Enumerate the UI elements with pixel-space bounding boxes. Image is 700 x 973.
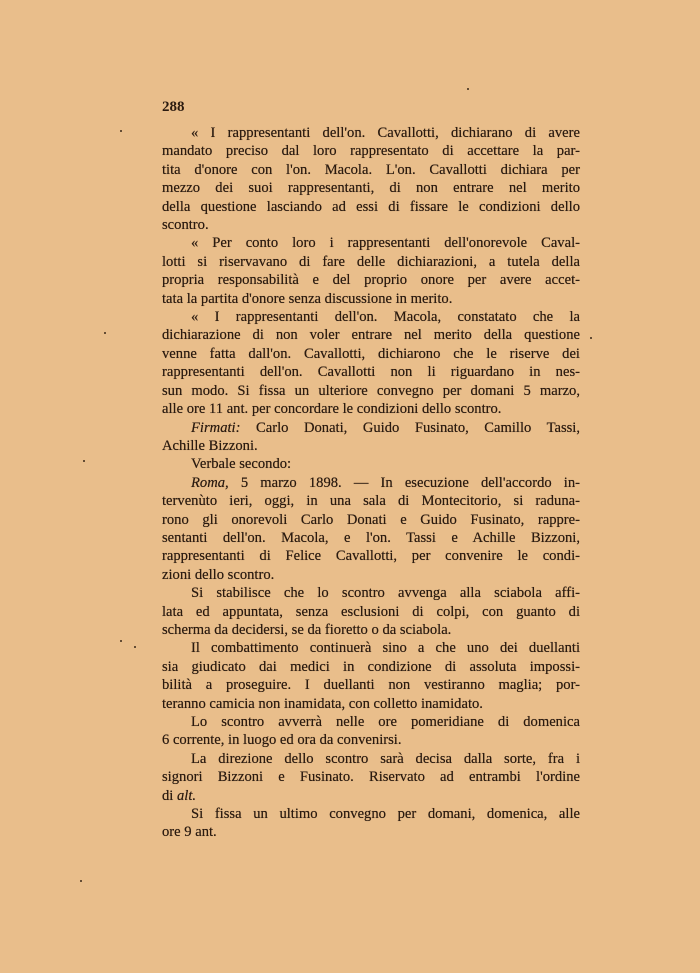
page-body-text <box>162 124 580 842</box>
line-text: rono gli onorevoli Carlo Donati e Guido Fusinato, rappre- <box>162 511 580 528</box>
text-line <box>162 511 580 529</box>
scan-speck <box>467 88 469 90</box>
line-text: Si fissa un ultimo convegno per domani, domenica, alle <box>191 806 580 823</box>
line-text: 6 corrente, in luogo ed ora da convenirsi. <box>162 732 402 749</box>
line-text: Achille Bizzoni. <box>162 437 258 454</box>
text-line <box>162 676 580 694</box>
text-line <box>162 787 580 805</box>
text-line <box>162 566 580 584</box>
line-text: « I rappresentanti dell'on. Cavallotti, dichiarano di avere <box>191 125 580 141</box>
line-text: zioni dello scontro. <box>162 566 275 583</box>
line-text: venne fatta dall'on. Cavallotti, dichiarono che le riserve dei <box>162 345 580 362</box>
line-text: Lo scontro avverrà nelle ore pomeridiane di domenica <box>191 714 580 730</box>
line-text: rappresentanti di Felice Cavallotti, per convenire le condi- <box>162 548 580 565</box>
text-line <box>162 363 580 381</box>
scan-speck <box>134 646 136 648</box>
text-line <box>162 492 580 510</box>
text-line <box>162 400 580 418</box>
scan-speck <box>83 460 85 462</box>
line-text: Si stabilisce che lo scontro avvenga alla sciabola affi- <box>191 585 580 602</box>
text-line <box>162 124 580 142</box>
text-line <box>162 474 580 492</box>
scan-speck <box>120 130 122 132</box>
text-line <box>162 805 580 823</box>
text-line <box>162 713 580 731</box>
text-line <box>162 253 580 271</box>
line-text: mandato preciso dal loro rappresentato di accettare la par- <box>162 143 580 160</box>
italic-text: Roma, <box>191 474 229 491</box>
line-text: lata ed appuntata, senza esclusioni di colpi, con guanto di <box>162 603 580 620</box>
text-line <box>162 695 580 713</box>
line-text: bilità a proseguire. I duellanti non vestiranno maglia; por- <box>162 677 580 694</box>
text-line <box>162 161 580 179</box>
text-line <box>162 584 580 602</box>
scan-speck <box>120 640 122 642</box>
line-text: propria responsabilità e del proprio onore per avere accet- <box>162 272 580 289</box>
text-line <box>162 547 580 565</box>
line-text: rappresentanti dell'on. Cavallotti non li riguardano in nes- <box>162 364 580 381</box>
text-line <box>162 731 580 749</box>
text-line <box>162 750 580 768</box>
scan-speck <box>104 332 106 334</box>
line-text: di <box>162 787 177 804</box>
text-line <box>162 326 580 344</box>
text-line <box>162 419 580 437</box>
line-text: della questione lasciando ad essi di fissare le condizioni dello <box>162 198 580 215</box>
text-line <box>162 823 580 841</box>
text-line <box>162 308 580 326</box>
line-text: « Per conto loro i rappresentanti dell'onorevole Caval- <box>191 235 580 252</box>
line-text: alle ore 11 ant. per concordare le condizioni dello scontro. <box>162 401 502 418</box>
line-text: tervenùto ieri, oggi, in una sala di Montecitorio, si raduna- <box>162 493 580 510</box>
line-text: sia giudicato dai medici in condizione di assoluta impossi- <box>162 658 580 675</box>
text-line <box>162 142 580 160</box>
text-line <box>162 216 580 234</box>
text-line <box>162 768 580 786</box>
scan-speck <box>80 880 82 882</box>
text-line <box>162 271 580 289</box>
line-text: 5 marzo 1898. — In esecuzione dell'accordo in- <box>228 474 580 491</box>
text-line <box>162 382 580 400</box>
text-line <box>162 234 580 252</box>
line-text: La direzione dello scontro sarà decisa dalla sorte, fra i <box>191 750 580 767</box>
text-line <box>162 621 580 639</box>
text-line <box>162 658 580 676</box>
text-line <box>162 198 580 216</box>
line-text: teranno camicia non inamidata, con colletto inamidato. <box>162 695 483 712</box>
text-line <box>162 455 580 473</box>
text-line <box>162 437 580 455</box>
line-text: tata la partita d'onore senza discussione in merito. <box>162 290 453 307</box>
line-text: mezzo dei suoi rappresentanti, di non entrare nel merito <box>162 180 580 197</box>
line-text: « I rappresentanti dell'on. Macola, constatato che la <box>191 309 580 326</box>
line-text: sentanti dell'on. Macola, e l'on. Tassi e Achille Bizzoni, <box>162 529 580 546</box>
text-line <box>162 529 580 547</box>
text-line <box>162 179 580 197</box>
italic-text: alt. <box>177 787 197 804</box>
line-text: dichiarazione di non voler entrare nel merito della questione <box>162 327 580 344</box>
italic-text: Firmati: <box>191 419 241 436</box>
line-text: lotti si riservavano di fare delle dichiarazioni, a tutela della <box>162 253 580 270</box>
text-line <box>162 639 580 657</box>
text-line <box>162 290 580 308</box>
line-text: signori Bizzoni e Fusinato. Riservato ad entrambi l'ordine <box>162 769 580 786</box>
line-text: scherma da decidersi, se da fioretto o da sciabola. <box>162 621 452 638</box>
text-line <box>162 603 580 621</box>
text-line <box>162 345 580 363</box>
line-text: Il combattimento continuerà sino a che uno dei duellanti <box>191 640 580 657</box>
line-text: scontro. <box>162 217 209 234</box>
line-text: sun modo. Si fissa un ulteriore convegno per domani 5 marzo, <box>162 382 580 399</box>
scan-speck <box>590 337 592 339</box>
line-text: Verbale secondo: <box>191 456 292 473</box>
line-text: Carlo Donati, Guido Fusinato, Camillo Tassi, <box>240 419 580 436</box>
line-text: ore 9 ant. <box>162 824 217 841</box>
line-text: tita d'onore con l'on. Macola. L'on. Cavallotti dichiara per <box>162 161 580 178</box>
page-number: 288 <box>162 99 185 115</box>
